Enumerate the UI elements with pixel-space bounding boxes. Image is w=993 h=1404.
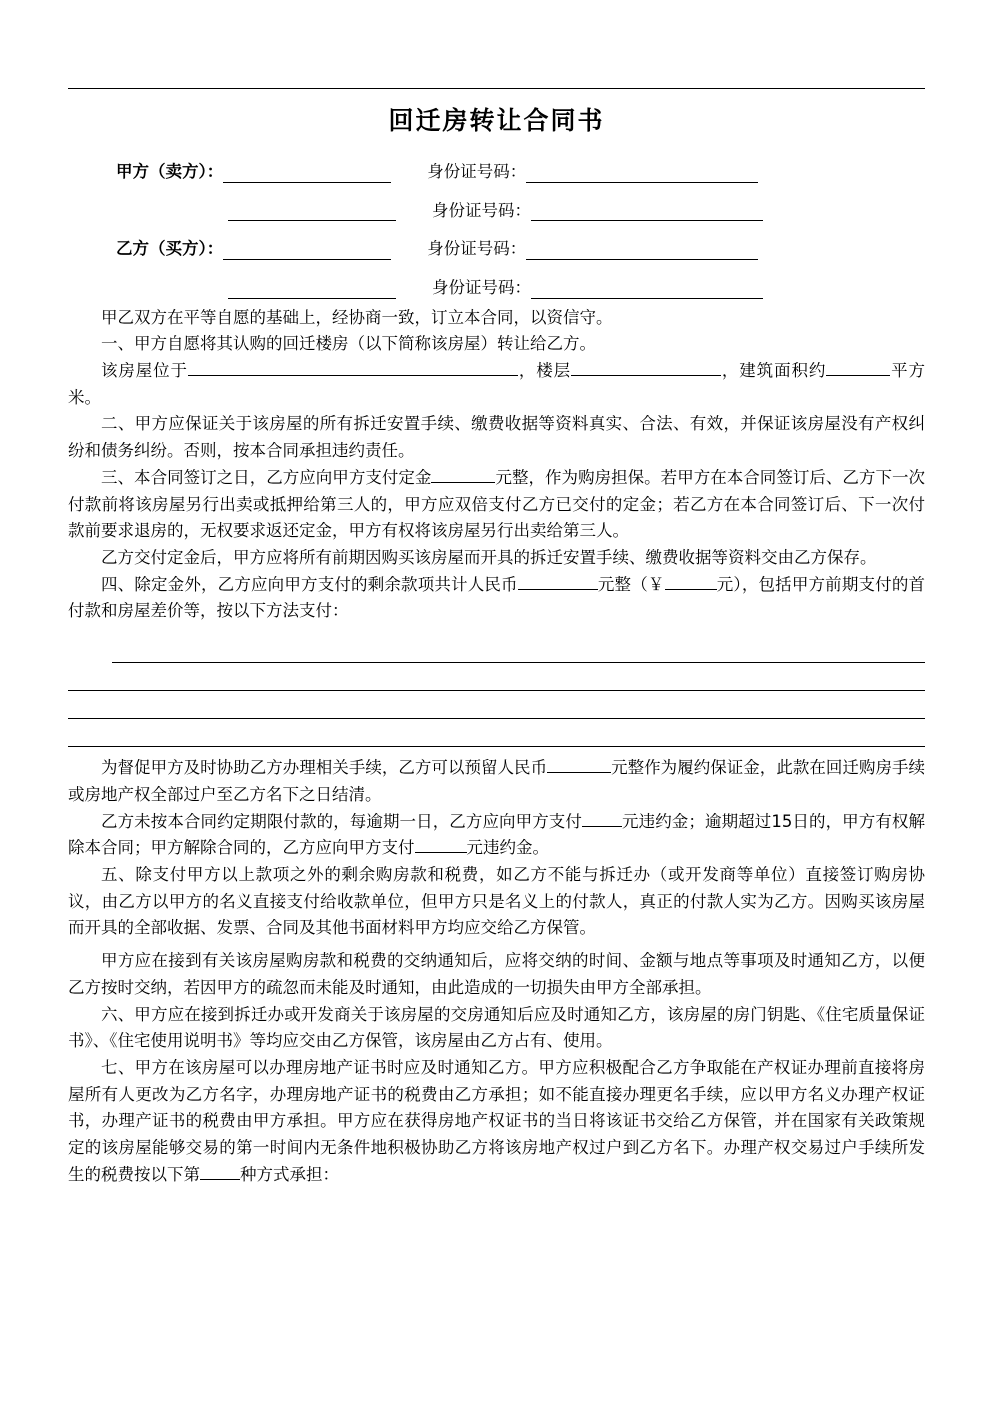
guarantee-b: 元整作为履约保证金，此款在回迁购房手续或房地产权全部过户至乙方名下之日结清。 bbox=[68, 758, 926, 804]
property-floor-field[interactable] bbox=[571, 359, 721, 376]
payment-method-line-3[interactable] bbox=[68, 691, 925, 719]
clause-1b-pre: 该房屋位于 bbox=[101, 360, 188, 380]
seller-row-2 bbox=[68, 201, 925, 222]
paragraph-penalty bbox=[68, 809, 925, 862]
guarantee-a: 为督促甲方及时协助乙方办理相关手续，乙方可以预留人民币 bbox=[101, 758, 548, 778]
header-rule bbox=[68, 88, 925, 89]
clause-3-b: 元整，作为购房担保。若甲方在本合同签订后、乙方下一次付款前将该房屋另行出卖或抵押给第三人的，甲方应双倍支付乙方已交付的定金；若乙方在本合同签订后、下一次付款前要求退房的，无权要求返还定金，甲方有权将该房屋另行出卖给第三人。 bbox=[68, 467, 926, 541]
deposit-amount-field[interactable] bbox=[431, 466, 495, 483]
paragraph-clause-5: 五、除支付甲方以上款项之外的剩余购房款和税费，如乙方不能与拆迁办（或开发商等单位）直接签订购房协议，由乙方以甲方的名义直接支付给收款单位，但甲方只是名义上的付款人，真正的付款人实为乙方。因购买该房屋而开具的全部收据、发票、合同及其他书面材料甲方均应交给乙方保管。 bbox=[68, 865, 925, 938]
seller-row bbox=[68, 162, 925, 183]
buyer-id-label-2: 身份证号码： bbox=[432, 277, 531, 297]
remaining-amount-words-field[interactable] bbox=[518, 573, 598, 590]
penalty-c: 元违约金。 bbox=[466, 838, 549, 858]
property-address-field[interactable] bbox=[188, 359, 518, 376]
paragraph-clause-2: 二、甲方应保证关于该房屋的所有拆迁安置手续、缴费收据等资料真实、合法、有效，并保证该房屋没有产权纠纷和债务纠纷。否则，按本合同承担违约责任。 bbox=[68, 414, 925, 461]
payment-method-line-1[interactable] bbox=[112, 635, 925, 663]
daily-penalty-field[interactable] bbox=[582, 810, 622, 827]
termination-penalty-field[interactable] bbox=[415, 836, 467, 853]
clause-1b-mid2: ，建筑面积约 bbox=[721, 360, 827, 380]
paragraph-clause-1b bbox=[68, 358, 925, 411]
clause-4-c: 元），包括甲方前期支付的首付款和房屋差价等，按以下方法支付： bbox=[68, 574, 926, 621]
seller-label: 甲方（卖方）： bbox=[116, 162, 224, 181]
penalty-b: 元违约金；逾期超过15日的，甲方有权解除本合同；甲方解除合同的，乙方应向甲方支付 bbox=[68, 811, 925, 858]
paragraph-intro: 甲乙双方在平等自愿的基础上，经协商一致，订立本合同，以资信守。 bbox=[101, 307, 613, 327]
page-title: 回迁房转让合同书 bbox=[388, 106, 605, 135]
contract-body bbox=[68, 305, 925, 1189]
paragraph-clause-3b: 乙方交付定金后，甲方应将所有前期因购买该房屋而开具的拆迁安置手续、缴费收据等资料交由乙方保存。 bbox=[101, 547, 877, 567]
payment-method-blank-lines bbox=[68, 635, 925, 747]
buyer-name-field[interactable] bbox=[223, 242, 391, 260]
buyer-name-field-2[interactable] bbox=[228, 281, 396, 299]
clause-7-b: 种方式承担： bbox=[240, 1164, 339, 1184]
buyer-id-field[interactable] bbox=[526, 242, 758, 260]
buyer-row bbox=[68, 239, 925, 260]
paragraph-clause-6: 六、甲方应在接到拆迁办或开发商关于该房屋的交房通知后应及时通知乙方，该房屋的房门钥匙、《住宅质量保证书》、《住宅使用说明书》等均应交由乙方保管，该房屋由乙方占有、使用。 bbox=[68, 1004, 925, 1051]
clause-3-a: 三、本合同签订之日，乙方应向甲方支付定金 bbox=[101, 467, 432, 487]
seller-name-field[interactable] bbox=[223, 165, 391, 183]
remaining-amount-digits-field[interactable] bbox=[665, 573, 717, 590]
buyer-label: 乙方（买方）： bbox=[116, 239, 224, 259]
seller-id-field-2[interactable] bbox=[531, 203, 763, 221]
clause-4-b: 元整（￥ bbox=[597, 574, 665, 594]
payment-method-line-2[interactable] bbox=[68, 663, 925, 691]
paragraph-clause-1: 一、甲方自愿将其认购的回迁楼房（以下简称该房屋）转让给乙方。 bbox=[101, 334, 596, 354]
seller-name-field-2[interactable] bbox=[228, 203, 396, 221]
penalty-a: 乙方未按本合同约定期限付款的，每逾期一日，乙方应向甲方支付 bbox=[101, 811, 582, 831]
buyer-row-2 bbox=[68, 278, 925, 299]
buyer-id-field-2[interactable] bbox=[531, 281, 763, 299]
tax-method-field[interactable] bbox=[200, 1163, 240, 1180]
property-area-field[interactable] bbox=[826, 359, 890, 376]
buyer-id-label: 身份证号码： bbox=[427, 239, 527, 259]
payment-method-line-4[interactable] bbox=[68, 719, 925, 747]
clause-7-a: 七、甲方在该房屋可以办理房地产证书时应及时通知乙方。甲方应积极配合乙方争取能在产权证办理前直接将房屋所有人更改为乙方名字，办理房地产证书的税费由乙方承担；如不能直接办理更名手续，应以甲方名义办理产权证书，办理产证书的税费由甲方承担。甲方应在获得房地产权证书的当日将该证书交给乙方保管，并在国家有关政策规定的该房屋能够交易的第一时间内无条件地积极协助乙方将该房地产权过户到乙方名下。办理产权交易过户手续所发生的税费按以下第 bbox=[68, 1058, 925, 1184]
clause-4-a: 四、除定金外，乙方应向甲方支付的剩余款项共计人民币 bbox=[101, 574, 518, 594]
clause-1b-mid: ，楼层 bbox=[517, 360, 572, 380]
clause-1b-end: 平方米。 bbox=[68, 360, 926, 407]
seller-id-label-2: 身份证号码： bbox=[432, 200, 531, 220]
paragraph-clause-4 bbox=[68, 572, 925, 625]
party-info-block bbox=[68, 162, 925, 299]
guarantee-amount-field[interactable] bbox=[547, 756, 611, 773]
paragraph-clause-5b: 甲方应在接到有关该房屋购房款和税费的交纳通知后，应将交纳的时间、金额与地点等事项及时通知乙方，以便乙方按时交纳，若因甲方的疏忽而未能及时通知，由此造成的一切损失由甲方全部承担。 bbox=[68, 951, 925, 997]
paragraph-clause-7 bbox=[68, 1055, 925, 1189]
seller-id-field[interactable] bbox=[526, 165, 758, 183]
paragraph-clause-3 bbox=[68, 465, 925, 545]
seller-id-label: 身份证号码： bbox=[427, 162, 527, 181]
paragraph-guarantee bbox=[68, 755, 925, 808]
